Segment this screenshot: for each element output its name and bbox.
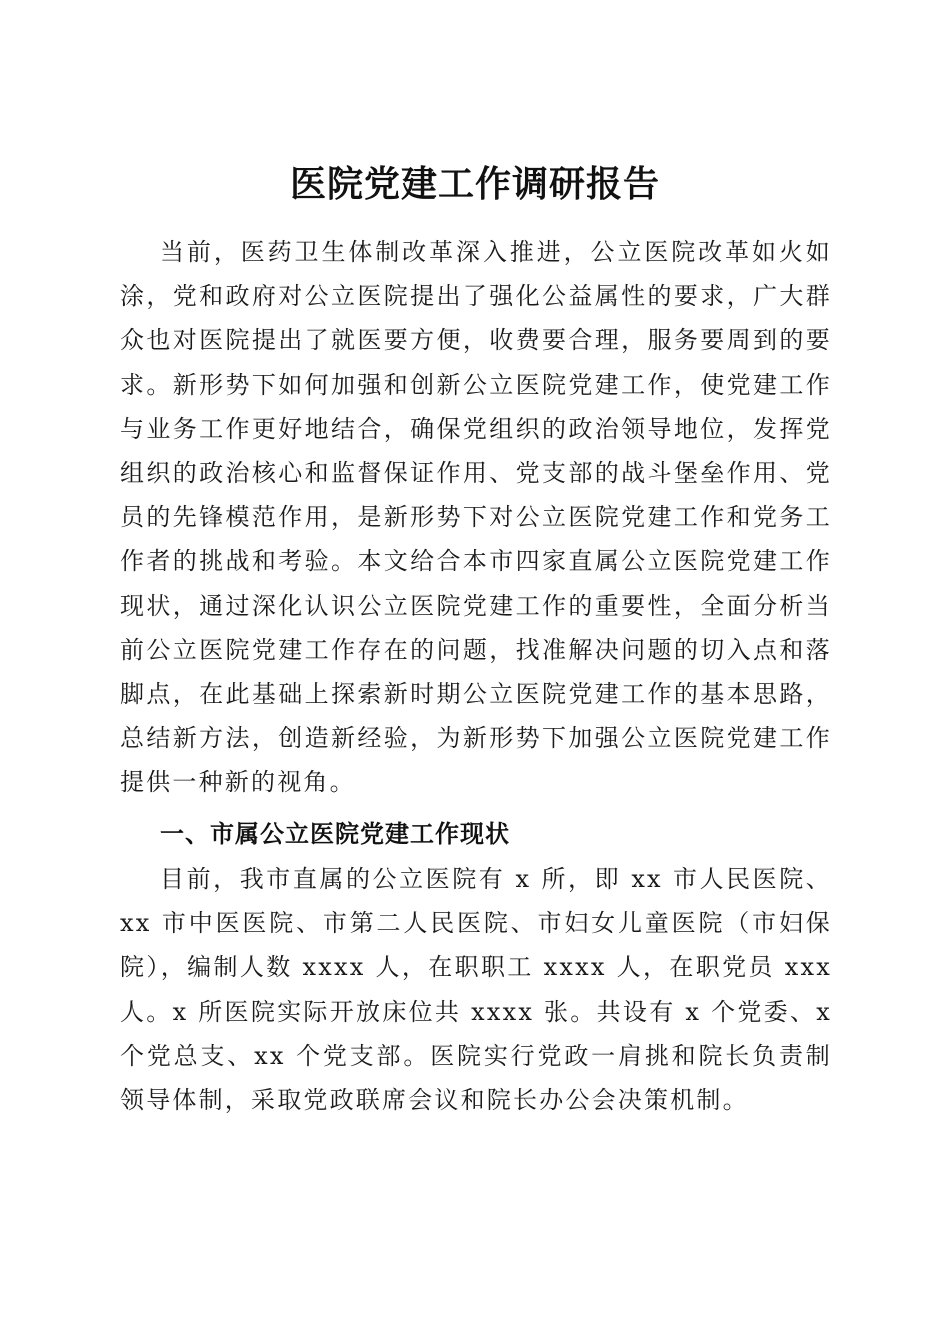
document-title: 医院党建工作调研报告 xyxy=(289,163,660,206)
intro-paragraph: 当前，医药卫生体制改革深入推进，公立医院改革如火如涂，党和政府对公立医院提出了强化公益属性的要求，广大群众也对医院提出了就医要方便，收费要合理，服务要周到的要求。新形势下如何加强和创新公立医院党建工作，使党建工作与业务工作更好地结合，确保党组织的政治领导地位，发挥党组织的政治核心和监督保证作用、党支部的战斗堡垒作用、党员的先锋模范作用，是新形势下对公立医院党建工作和党务工作者的挑战和考验。本文给合本市四家直属公立医院党建工作现状，通过深化认识公立医院党建工作的重要性，全面分析当前公立医院党建工作存在的问题，找准解决问题的切入点和落脚点，在此基础上探索新时期公立医院党建工作的基本思路，总结新方法，创造新经验，为新形势下加强公立医院党建工作提供一种新的视角。 xyxy=(120,238,832,797)
section-heading: 一、市属公立医院党建工作现状 xyxy=(160,820,510,848)
section-paragraph: 目前，我市直属的公立医院有 x 所，即 xx 市人民医院、xx 市中医医院、市第二人民医院、市妇女儿童医院（市妇保院），编制人数 xxxx 人，在职职工 xxxx 人，在职党员 xxx 人。x 所医院实际开放床位共 xxxx 张。共设有 x 个党委、x 个党总支、xx 个党支部。医院实行党政一肩挑和院长负责制领导体制，采取党政联席会议和院长办公会决策机制。 xyxy=(120,865,832,1115)
